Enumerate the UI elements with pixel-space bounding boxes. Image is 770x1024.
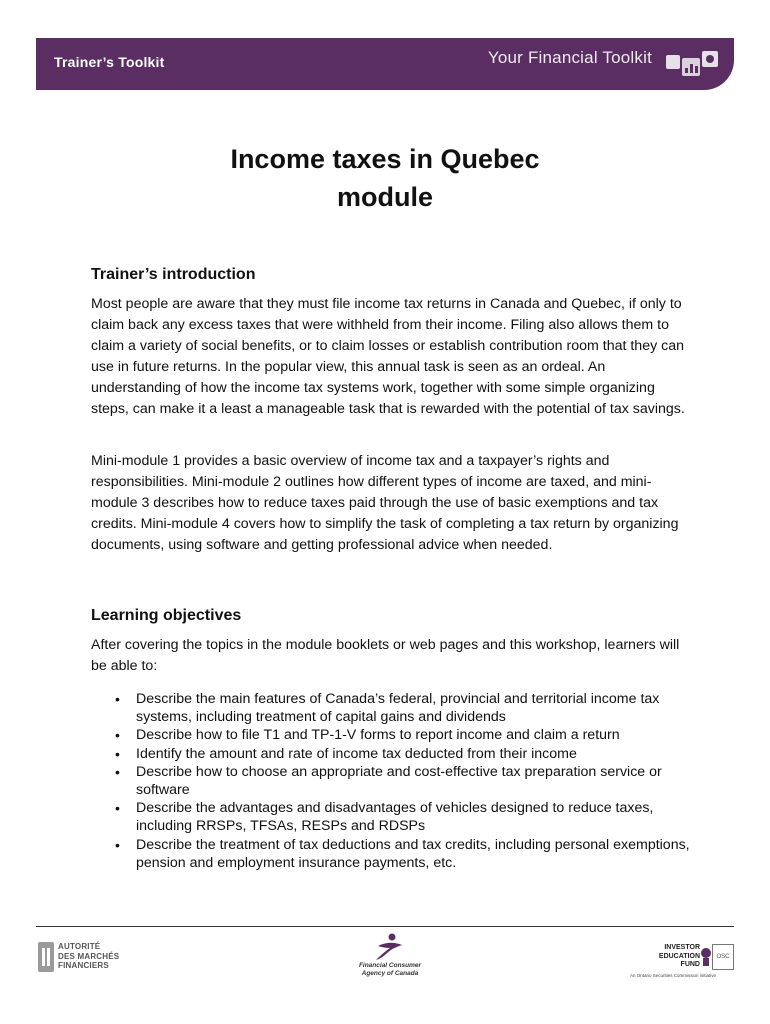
title-line-2: module bbox=[336, 182, 433, 212]
list-item: • Describe the advantages and disadvantages of vehicles designed to reduce taxes, including RRSPs, TFSAs, RESPs and RDSPs bbox=[115, 800, 654, 835]
list-item: • Describe how to choose an appropriate and cost-effective tax preparation service or software bbox=[115, 763, 662, 799]
ief-mascot-icon bbox=[700, 945, 712, 967]
list-item: • Describe how to file T1 and TP-1-V forms to report income and claim a return bbox=[115, 727, 620, 744]
intro-paragraph-2: Mini-module 1 provides a basic overview of income tax and a taxpayer’s rights and responsibilities. Mini-module 2 outlines how different types of income are taxed, and mini-module 3 describes how to reduce taxes paid through the use of basic exemptions and tax credits. Mini-module 4 covers how to simplify the task of completing a tax return by organizing documents, using software and getting professional advice when needed. bbox=[91, 453, 679, 553]
amf-logo: AUTORITÉ DES MARCHÉS FINANCIERS bbox=[38, 940, 128, 974]
osc-badge: OSC bbox=[712, 944, 734, 970]
intro-paragraph-1: Most people are aware that they must file income tax returns in Canada and Quebec, if only to claim back any excess taxes that were withheld from their income. Filing also allows them to claim a variety of social benefits, or to claim losses or establish contribution room that they can use in future returns. In the popular view, this annual task is seen as an ordeal. An understanding of how the income tax systems work, together with some simple organizing steps, can make it a least a manageable task that is rewarded with the potential of tax savings. bbox=[91, 296, 685, 417]
page-title bbox=[0, 140, 770, 216]
list-item: • Describe the main features of Canada’s federal, provincial and territorial income tax systems, including treatment of capital gains and dividends bbox=[115, 691, 660, 726]
your-financial-toolkit-label: Your Financial Toolkit bbox=[487, 48, 652, 67]
title-line-1: Income taxes in Quebec bbox=[230, 144, 540, 174]
ief-tagline: An Ontario Securities Commission initiative bbox=[630, 973, 717, 978]
trainers-toolkit-label: Trainer’s Toolkit bbox=[54, 54, 165, 70]
lock-icon bbox=[666, 55, 680, 69]
toolkit-icons bbox=[662, 46, 726, 80]
intro-heading: Trainer’s introduction bbox=[91, 266, 256, 283]
list-item: • Identify the amount and rate of income tax deducted from their income bbox=[115, 745, 577, 762]
list-item: • Describe the treatment of tax deductions and tax credits, including personal exemptions, pension and employment insurance payments, etc. bbox=[115, 836, 690, 871]
fcac-logo: Financial Consumer Agency of Canada bbox=[350, 932, 430, 984]
amf-emblem-icon bbox=[38, 942, 54, 972]
objectives-heading: Learning objectives bbox=[91, 607, 242, 624]
fcac-figure-icon bbox=[372, 932, 408, 962]
objectives-lead: After covering the topics in the module booklets or web pages and this workshop, learners will be able to: bbox=[91, 637, 680, 674]
ief-logo: INVESTOR EDUCATION FUND OSC An Ontario Securities Commission initiative bbox=[614, 944, 740, 984]
objectives-list bbox=[91, 690, 691, 872]
header-banner bbox=[36, 38, 734, 90]
footer-divider bbox=[36, 926, 734, 927]
